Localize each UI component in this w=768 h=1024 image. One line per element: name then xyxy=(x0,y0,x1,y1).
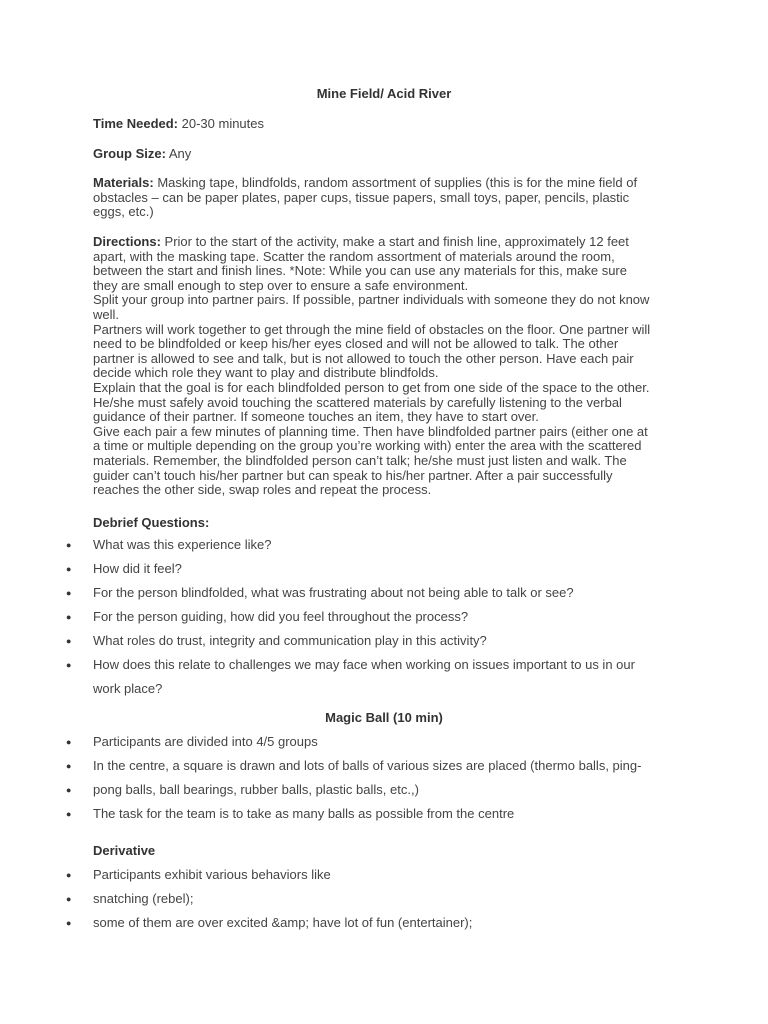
debrief-heading: Debrief Questions: xyxy=(93,515,210,530)
group-size-value: Any xyxy=(165,146,192,161)
materials-line: obstacles – can be paper plates, paper cups, tissue papers, small toys, paper, pencils, plastic xyxy=(93,189,630,205)
time-needed xyxy=(93,117,683,132)
directions-line: guidance of their partner. If someone touches an item, they have to start over. xyxy=(93,409,539,425)
derivative-heading: Derivative xyxy=(93,843,156,858)
directions-line: Explain that the goal is for each blindfolded person to get from one side of the space to the other. xyxy=(93,379,650,395)
directions-line: materials. Remember, the blindfolded person can’t talk; he/she must just listen and walk. The xyxy=(93,452,627,468)
group-size xyxy=(93,147,683,162)
magic-ball-heading: Magic Ball (10 min) xyxy=(325,710,443,725)
directions-line: guider can’t touch his/her partner but can speak to his/her partner. After a pair successfully xyxy=(93,467,613,483)
list-item-text: What roles do trust, integrity and communication play in this activity? xyxy=(93,633,487,648)
group-size-label: Group Size: xyxy=(93,146,166,161)
list-item-text: How does this relate to challenges we may face when working on issues important to us in our xyxy=(93,657,635,672)
list-item-text: snatching (rebel); xyxy=(93,891,194,906)
list-item-text: some of them are over excited &amp; have lot of fun (entertainer); xyxy=(93,915,473,930)
directions-paragraph xyxy=(93,235,683,498)
list-item-text: Participants exhibit various behaviors like xyxy=(93,867,331,882)
directions-line: Partners will work together to get through the mine field of obstacles on the floor. One partner will xyxy=(93,321,651,337)
directions-line: Give each pair a few minutes of planning time. Then have blindfolded partner pairs (either one at xyxy=(93,423,648,439)
bullet-icon: ● xyxy=(66,540,72,550)
directions-line: between the start and finish lines. *Note: While you can use any materials for this, make sure xyxy=(93,263,627,279)
bullet-icon: ● xyxy=(66,660,72,670)
list-item-text: pong balls, ball bearings, rubber balls, plastic balls, etc.,) xyxy=(93,782,419,797)
list-item-text: In the centre, a square is drawn and lots of balls of various sizes are placed (thermo balls, ping- xyxy=(93,758,642,773)
directions-line: decide which role they want to play and distribute blindfolds. xyxy=(93,365,439,381)
directions-line: they are small enough to step over to ensure a safe environment. xyxy=(93,277,469,293)
directions-line: a time or multiple depending on the group you’re working with) enter the area with the scattered xyxy=(93,438,642,454)
bullet-icon: ● xyxy=(66,894,72,904)
directions-line: partner is allowed to see and talk, but is not allowed to touch the other person. Have each pair xyxy=(93,350,634,366)
directions-line: reaches the other side, swap roles and repeat the process. xyxy=(93,482,432,498)
list-item-text: What was this experience like? xyxy=(93,537,272,552)
directions-line: apart, with the masking tape. Scatter the random assortment of materials around the room, xyxy=(93,248,615,264)
bullet-icon: ● xyxy=(66,588,72,598)
list-item-text: How did it feel? xyxy=(93,561,182,576)
bullet-icon: ● xyxy=(66,636,72,646)
directions-label: Directions: xyxy=(93,234,161,249)
list-item-text: The task for the team is to take as many balls as possible from the centre xyxy=(93,806,515,821)
list-item-text: work place? xyxy=(93,681,163,696)
list-item-text: For the person blindfolded, what was frustrating about not being able to talk or see? xyxy=(93,585,574,600)
directions-line: Split your group into partner pairs. If possible, partner individuals with someone they do not know xyxy=(93,292,650,308)
directions-line: well. xyxy=(93,306,120,322)
materials-line: Masking tape, blindfolds, random assortment of supplies (this is for the mine field of xyxy=(153,175,638,190)
bullet-icon: ● xyxy=(66,870,72,880)
bullet-icon: ● xyxy=(66,918,72,928)
page-title: Mine Field/ Acid River xyxy=(316,86,452,101)
time-needed-label: Time Needed: xyxy=(93,116,179,131)
bullet-icon: ● xyxy=(66,761,72,771)
bullet-icon: ● xyxy=(66,737,72,747)
directions-line: Prior to the start of the activity, make a start and finish line, approximately 12 feet xyxy=(160,234,629,249)
bullet-icon: ● xyxy=(66,564,72,574)
materials-line: eggs, etc.) xyxy=(93,204,154,220)
bullet-icon: ● xyxy=(66,809,72,819)
materials-paragraph xyxy=(93,176,683,220)
time-needed-value: 20-30 minutes xyxy=(178,116,265,131)
bullet-icon: ● xyxy=(66,612,72,622)
directions-line: He/she must safely avoid touching the scattered materials by carefully listening to the verbal xyxy=(93,394,622,410)
directions-line: need to be blindfolded or keep his/her eyes closed and will not be allowed to talk. The other xyxy=(93,336,619,352)
materials-label: Materials: xyxy=(93,175,154,190)
bullet-icon: ● xyxy=(66,785,72,795)
list-item-text: Participants are divided into 4/5 groups xyxy=(93,734,318,749)
list-item-text: For the person guiding, how did you feel throughout the process? xyxy=(93,609,469,624)
